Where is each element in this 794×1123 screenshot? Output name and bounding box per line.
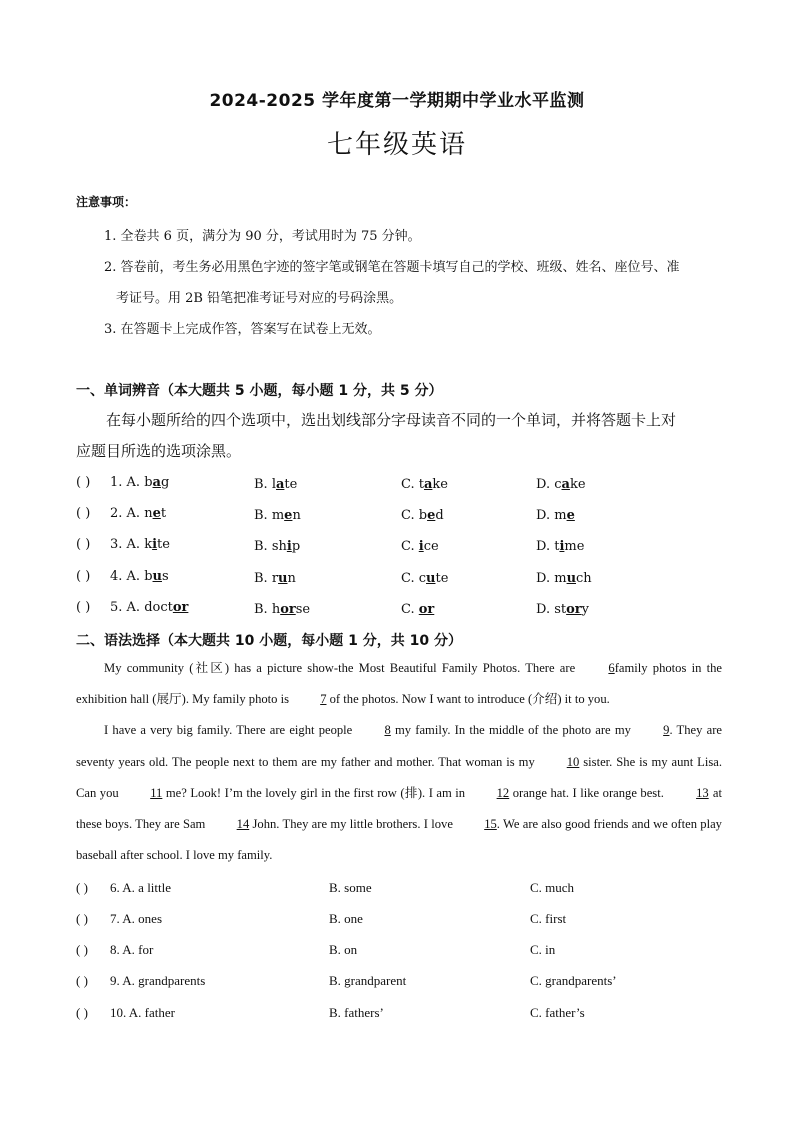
option-d [536,602,589,617]
option-d-underlined: i [559,539,565,554]
option-c [401,602,434,617]
question-1 [76,475,726,499]
option-c-underlined: u [426,571,436,586]
option-b: B. some [329,880,372,895]
option-c-post: te [435,571,449,586]
option-a-underlined: e [152,506,161,521]
question-number: 2. A. [110,506,145,521]
answer-paren[interactable]: ( ) [76,880,88,895]
option-b [254,571,296,586]
option-a-underlined: i [152,537,158,552]
blank-12[interactable]: 12 [496,785,510,800]
option-a: 6. A. a little [110,880,172,895]
option-c: C. in [530,942,556,957]
option-b-pre: B. m [254,508,285,523]
option-d-underlined: u [566,571,577,586]
passage-text: I have a very big family. There are eight people [104,723,357,738]
blank-13[interactable]: 13 [696,785,709,800]
option-d-post: ch [576,571,592,586]
blank-10[interactable]: 10 [566,754,580,769]
passage-text: orange hat. I like orange best. [509,785,668,800]
passage-paragraph-2 [76,715,722,871]
option-b-underlined: e [284,508,293,523]
option-d-pre: D. m [536,508,567,523]
question-6 [76,880,726,904]
passage-text: sister. She is my aunt Lisa. Can you [76,754,722,800]
option-a-underlined: u [152,569,162,584]
answer-paren[interactable]: ( ) [76,475,91,490]
passage-text: of the photos. Now I want to introduce (介绍) it to you. [326,692,610,707]
option-b-underlined: i [286,539,292,554]
option-a-pre: doct [144,600,173,615]
blank-6[interactable]: 6 [608,661,615,675]
option-a [110,537,170,552]
passage-text: family photos in the exhibition hall (展厅). My family photo is [76,661,722,707]
passage-text: . They are seventy years old. The people next to them are my father and mother. That woman is my [76,723,723,769]
option-a: 10. A. father [110,1005,175,1020]
notice-item-3: 3. 在答题卡上完成作答，答案写在试卷上无效。 [104,322,381,337]
option-d-post: me [564,539,585,554]
option-a [110,506,166,521]
option-c [401,508,444,523]
option-a-post: te [157,537,170,552]
option-a [110,569,169,584]
passage-text: at these boys. They are Sam [76,785,722,832]
question-4 [76,569,726,593]
option-c-post: ce [423,539,439,554]
exam-subject: 七年级英语 [326,130,467,160]
option-a-pre: b [144,569,153,584]
option-d-post: ke [569,477,586,492]
option-b: B. on [329,942,358,957]
option-c-pre: C. c [401,571,427,586]
passage-text: John. They are my little brothers. I love [249,817,457,832]
option-b-underlined: u [278,571,288,586]
option-c-pre: C. [401,539,419,554]
option-b-pre: B. r [254,571,279,586]
option-b [254,508,301,523]
passage-text: my family. In the middle of the photo are my [390,723,636,738]
option-a-pre: b [144,475,153,490]
option-c: C. grandparents’ [530,973,617,988]
option-a-pre: n [144,506,153,521]
option-c-underlined: or [418,602,435,617]
question-10 [76,1005,726,1029]
option-a-post: g [160,475,170,490]
option-a: 8. A. for [110,942,154,957]
option-c: C. father’s [530,1005,585,1020]
blank-9[interactable]: 9 [663,723,670,738]
option-b [254,539,300,554]
answer-paren[interactable]: ( ) [76,1005,88,1020]
option-d-pre: D. m [536,571,567,586]
option-c-pre: C. b [401,508,428,523]
notice-heading: 注意事项： [76,195,137,209]
question-5 [76,600,726,624]
option-c-underlined: e [427,508,436,523]
section-1-heading: 一、单词辨音（本大题共 5 小题，每小题 1 分，共 5 分） [76,383,443,399]
option-c-post: d [435,508,444,523]
section-1-instruction-line1: 在每小题所给的四个选项中，选出划线部分字母读音不同的一个单词，并将答题卡上对 [106,411,677,429]
section-2-heading: 二、语法选择（本大题共 10 小题，每小题 1 分，共 10 分） [76,633,462,649]
option-a [110,600,188,615]
answer-paren[interactable]: ( ) [76,600,91,615]
question-number: 5. A. [110,600,145,615]
option-c: C. much [530,880,575,895]
option-a: 9. A. grandparents [110,973,206,988]
blank-8[interactable]: 8 [384,723,391,738]
question-number: 1. A. [110,475,145,490]
blank-15[interactable]: 15 [484,817,497,832]
notice-item-2-cont-text: 考证号。用 2B 铅笔把准考证号对应的号码涂黑。 [116,291,403,306]
option-d-pre: D. t [536,539,560,554]
option-b: B. grandparent [329,973,407,988]
option-c [401,477,448,492]
option-d [536,571,592,586]
option-c-underlined: i [418,539,424,554]
notice-item-2-cont [104,283,724,314]
answer-paren[interactable]: ( ) [76,506,91,521]
blank-11[interactable]: 11 [150,785,163,800]
option-c: C. first [530,911,567,926]
option-a-underlined: or [172,600,189,615]
question-8 [76,942,726,966]
option-c [401,571,448,586]
option-b-post: te [284,477,298,492]
answer-paren[interactable]: ( ) [76,942,88,957]
notice-item-1: 1. 全卷共 6 页，满分为 90 分，考试用时为 75 分钟。 [104,229,421,244]
option-d-pre: D. c [536,477,562,492]
section-1-instruction-line2: 应题目所选的选项涂黑。 [76,442,242,460]
blank-14[interactable]: 14 [236,817,250,832]
answer-paren[interactable]: ( ) [76,569,91,584]
option-d-underlined: or [566,602,582,617]
passage-paragraph-1 [76,653,722,715]
option-d-pre: D. st [536,602,567,617]
option-d-underlined: e [566,508,575,523]
passage-text: me? Look! I’m the lovely girl in the first row (排). I am in [162,785,469,800]
answer-paren[interactable]: ( ) [76,911,88,926]
question-9 [76,973,726,997]
option-d-post: y [581,602,590,617]
blank-7[interactable]: 7 [320,692,327,707]
option-c [401,539,439,554]
reading-passage [76,653,722,871]
option-b-pre: B. sh [254,539,287,554]
section-1-instruction [76,405,721,467]
option-b [254,602,310,617]
option-a [110,475,169,490]
option-c-post: ke [432,477,448,492]
question-number: 3. A. [110,537,145,552]
option-b-post: n [287,571,296,586]
option-a-post: s [161,569,169,584]
option-c-pre: C. t [401,477,424,492]
option-d-underlined: a [561,477,570,492]
option-a: 7. A. ones [110,911,162,926]
option-b: B. one [329,911,363,926]
option-d [536,477,586,492]
option-d [536,539,584,554]
passage-text: My community (社区) has a picture show-the Most Beautiful Family Photos. There are [104,661,581,675]
option-b-underlined: or [280,602,296,617]
option-c-pre: C. [401,602,419,617]
option-a-underlined: a [152,475,161,490]
option-b [254,477,297,492]
question-3 [76,537,726,561]
option-d [536,508,575,523]
passage-text: . We are also good friends and we often play baseball after school. I love my family. [76,817,722,863]
option-a-pre: k [144,537,153,552]
question-2 [76,506,726,530]
option-b: B. fathers’ [329,1005,384,1020]
option-b-post: p [291,539,301,554]
option-b-underlined: a [275,477,285,492]
option-b-pre: B. l [254,477,276,492]
option-c-underlined: a [423,477,433,492]
notice-item-2: 2. 答卷前，考生务必用黑色字迹的签字笔或钢笔在答题卡填写自己的学校、班级、姓名、座位号、准 [104,260,680,275]
question-7 [76,911,726,935]
option-b-post: se [295,602,311,617]
exam-title: 2024-2025 学年度第一学期期中学业水平监测 [209,91,585,111]
answer-paren[interactable]: ( ) [76,537,91,552]
question-number: 4. A. [110,569,145,584]
option-a-post: t [160,506,167,521]
option-b-post: n [292,508,301,523]
answer-paren[interactable]: ( ) [76,973,88,988]
option-b-pre: B. h [254,602,281,617]
